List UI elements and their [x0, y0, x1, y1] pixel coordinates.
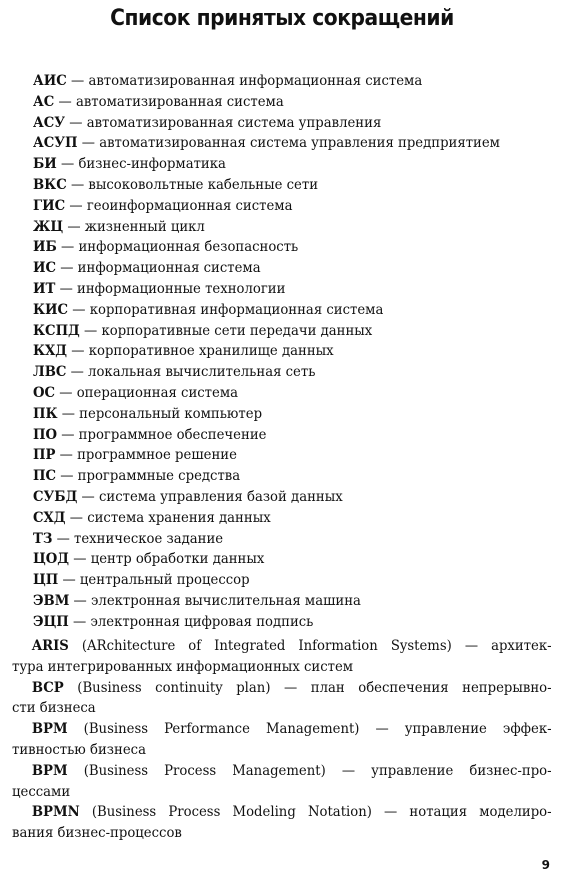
- dash: —: [71, 73, 85, 89]
- dash: —: [73, 613, 87, 630]
- dash: —: [56, 530, 70, 547]
- list-item: [33, 549, 524, 570]
- abbreviation: ГИС: [33, 197, 66, 214]
- glossary-line: [12, 636, 552, 657]
- list-item: [33, 279, 524, 300]
- dash: —: [60, 260, 74, 277]
- definition: (Business continuity plan) — план обеспечения непрерывно-: [77, 679, 552, 696]
- dash: —: [59, 384, 73, 401]
- list-item: [33, 237, 524, 258]
- list-item: [12, 719, 552, 761]
- list-item: [12, 636, 552, 678]
- abbreviation: БИ: [33, 156, 57, 173]
- list-item: [33, 196, 524, 217]
- abbreviation: ИТ: [33, 280, 56, 297]
- definition: информационная безопасность: [78, 239, 299, 256]
- list-item: [33, 92, 524, 113]
- glossary-line: [12, 761, 552, 782]
- definition: информационные технологии: [77, 280, 286, 297]
- definition: геоинформационная система: [86, 197, 293, 214]
- list-item: [33, 383, 524, 404]
- abbreviation: СХД: [33, 509, 66, 526]
- abbreviation: ЛВС: [33, 364, 67, 381]
- list-item: [33, 113, 524, 134]
- dash: —: [69, 197, 83, 214]
- definition: центр обработки данных: [90, 551, 265, 568]
- definition: (Business Performance Management) — управление эффек-: [83, 721, 552, 738]
- abbreviation: BPM: [31, 762, 68, 779]
- abbreviation: АСУП: [33, 135, 78, 152]
- definition: автоматизированная система управления: [86, 114, 382, 131]
- abbreviation: АИС: [33, 73, 67, 89]
- dash: —: [67, 218, 81, 235]
- dash: —: [73, 592, 87, 609]
- abbreviation: BPMN: [31, 804, 80, 821]
- abbreviation: ПС: [33, 468, 57, 485]
- definition: (Business Process Management) — управление бизнес-про-: [83, 762, 552, 779]
- abbreviation: СУБД: [33, 488, 78, 505]
- abbreviation: КХД: [33, 343, 68, 360]
- list-item: [12, 761, 552, 803]
- abbreviation: ЭЦП: [33, 613, 69, 630]
- dash: —: [62, 572, 76, 589]
- list-item: [33, 425, 524, 446]
- list-item: [12, 802, 552, 844]
- dash: —: [70, 364, 84, 381]
- abbreviation: ВКС: [33, 176, 67, 193]
- definition: информационная система: [77, 260, 261, 277]
- dash: —: [72, 301, 86, 318]
- definition: (Business Process Modeling Notation) — нотация моделиро-: [91, 804, 552, 821]
- abbreviation: ПО: [33, 426, 58, 443]
- definition: бизнес-информатика: [78, 156, 226, 173]
- abbreviation: ЦП: [33, 572, 59, 589]
- dash: —: [59, 447, 73, 464]
- dash: —: [61, 239, 75, 256]
- dash: —: [69, 509, 83, 526]
- definition: корпоративное хранилище данных: [88, 343, 334, 360]
- dash: —: [59, 280, 73, 297]
- glossary-line: сти бизнеса: [12, 700, 96, 717]
- dash: —: [73, 551, 87, 568]
- abbreviation: ЖЦ: [33, 218, 64, 235]
- dash: —: [71, 343, 85, 360]
- glossary-line: [12, 802, 552, 823]
- abbreviation: ТЗ: [33, 530, 53, 547]
- list-item: [33, 612, 524, 633]
- abbreviation: ПР: [33, 447, 56, 464]
- abbreviation: ИС: [33, 260, 57, 277]
- definition: корпоративная информационная система: [89, 301, 384, 318]
- list-item: [33, 71, 524, 92]
- abbreviation: АС: [33, 93, 55, 110]
- definition: техническое задание: [74, 530, 224, 547]
- abbreviation: ИБ: [33, 239, 57, 256]
- definition: автоматизированная система: [75, 93, 284, 110]
- dash: —: [61, 426, 75, 443]
- abbreviation: КСПД: [33, 322, 80, 339]
- dash: —: [60, 468, 74, 485]
- glossary-line: [12, 678, 552, 699]
- dash: —: [81, 488, 95, 505]
- list-item: [12, 678, 552, 720]
- list-item: [33, 133, 524, 154]
- abbreviation: ОС: [33, 384, 56, 401]
- dash: —: [61, 405, 75, 422]
- list-item: [33, 466, 524, 487]
- abbreviation: КИС: [33, 301, 69, 318]
- definition: система управления базой данных: [98, 488, 343, 505]
- definition: программные средства: [77, 468, 241, 485]
- list-item: [33, 591, 524, 612]
- dash: —: [81, 135, 95, 152]
- definition: электронная вычислительная машина: [90, 592, 361, 609]
- list-item: [33, 362, 524, 383]
- list-item: [33, 508, 524, 529]
- abbreviation: ARIS: [31, 638, 69, 654]
- definition: система хранения данных: [87, 509, 271, 526]
- definition: жизненный цикл: [84, 218, 205, 235]
- definition: автоматизированная система управления предприятием: [99, 135, 500, 152]
- definition: персональный компьютер: [79, 405, 263, 422]
- dash: —: [61, 156, 75, 173]
- list-item: [33, 570, 524, 591]
- abbreviation: ПК: [33, 405, 58, 422]
- dash: —: [84, 322, 98, 339]
- dash: —: [58, 93, 72, 110]
- definition: корпоративные сети передачи данных: [101, 322, 373, 339]
- list-item: [33, 445, 524, 466]
- definition: программное обеспечение: [78, 426, 267, 443]
- list-item: [33, 217, 524, 238]
- dash: —: [69, 114, 83, 131]
- definition: программное решение: [77, 447, 237, 464]
- list-item: [33, 258, 524, 279]
- list-item: [33, 404, 524, 425]
- list-item: [33, 487, 524, 508]
- list-item: [33, 321, 524, 342]
- list-item: [33, 341, 524, 362]
- abbreviation: ЦОД: [33, 551, 70, 568]
- glossary-list: [12, 636, 552, 844]
- page-number: 9: [541, 858, 550, 872]
- definition: высоковольтные кабельные сети: [88, 176, 319, 193]
- list-item: [33, 154, 524, 175]
- abbreviation: BPM: [31, 721, 68, 738]
- definition: электронная цифровая подпись: [90, 613, 314, 630]
- glossary-line: цессами: [12, 783, 71, 800]
- abbreviation: BCP: [31, 679, 64, 696]
- definition: локальная вычислительная сеть: [88, 364, 316, 381]
- abbreviation: АСУ: [33, 114, 66, 131]
- abbreviation: ЭВМ: [33, 592, 70, 609]
- definition: операционная система: [76, 384, 239, 401]
- glossary-line: вания бизнес-процессов: [12, 825, 182, 842]
- glossary-line: тивностью бизнеса: [12, 741, 146, 758]
- definition: (ARchitecture of Integrated Information Systems) — архитек-: [81, 638, 552, 654]
- page-title: Список принятых сокращений: [110, 6, 454, 31]
- list-item: [33, 300, 524, 321]
- list-item: [33, 175, 524, 196]
- definition: центральный процессор: [79, 572, 250, 589]
- glossary-line: тура интегрированных информационных систем: [12, 658, 354, 675]
- list-item: [33, 529, 524, 550]
- definition: автоматизированная информационная система: [88, 73, 423, 89]
- glossary-line: [12, 719, 552, 740]
- abbreviation-list: [33, 71, 553, 633]
- dash: —: [70, 176, 85, 193]
